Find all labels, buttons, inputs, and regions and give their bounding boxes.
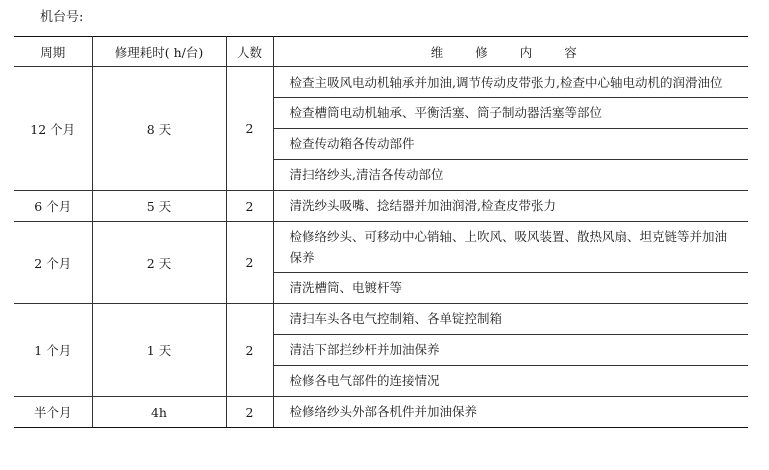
period-cell: 12 个月 [14,67,92,191]
table-row [14,67,748,98]
people-cell: 2 [226,191,273,222]
machine-number-label: 机台号: [40,10,84,25]
task-cell: 检修络纱头、可移动中心销轴、上吹风、吸风装置、散热风扇、坦克链等并加油保养 [273,222,748,273]
task-cell: 检查主吸风电动机轴承并加油,调节传动皮带张力,检查中心轴电动机的润滑油位 [273,67,748,98]
header-period: 周期 [14,37,92,67]
task-cell: 清洗纱头吸嘴、捻结器并加油润滑,检查皮带张力 [273,191,748,222]
period-cell: 6 个月 [14,191,92,222]
period-cell: 半个月 [14,397,92,428]
task-cell: 检修各电气部件的连接情况 [273,366,748,397]
task-cell: 检修络纱头外部各机件并加油保养 [273,397,748,428]
table-row [14,222,748,273]
period-cell: 1 个月 [14,304,92,397]
hours-cell: 4h [92,397,226,428]
hours-cell: 5 天 [92,191,226,222]
task-cell: 检查槽筒电动机轴承、平衡活塞、筒子制动器活塞等部位 [273,98,748,129]
task-cell: 清洁下部拦纱杆并加油保养 [273,335,748,366]
header-content: 维 修 内 容 [273,37,748,67]
table-header-row [14,37,748,67]
table-row [14,191,748,222]
people-cell: 2 [226,304,273,397]
task-cell: 清扫络纱头,清洁各传动部位 [273,160,748,191]
task-cell: 检查传动箱各传动部件 [273,129,748,160]
hours-cell: 8 天 [92,67,226,191]
table-row [14,304,748,335]
hours-cell: 1 天 [92,304,226,397]
maintenance-schedule-table [14,36,748,428]
people-cell: 2 [226,67,273,191]
header-hours: 修理耗时( h/台) [92,37,226,67]
task-cell: 清扫车头各电气控制箱、各单锭控制箱 [273,304,748,335]
hours-cell: 2 天 [92,222,226,304]
table-row [14,397,748,428]
people-cell: 2 [226,222,273,304]
header-people: 人数 [226,37,273,67]
period-cell: 2 个月 [14,222,92,304]
task-cell: 清洗槽筒、电镀杆等 [273,273,748,304]
people-cell: 2 [226,397,273,428]
